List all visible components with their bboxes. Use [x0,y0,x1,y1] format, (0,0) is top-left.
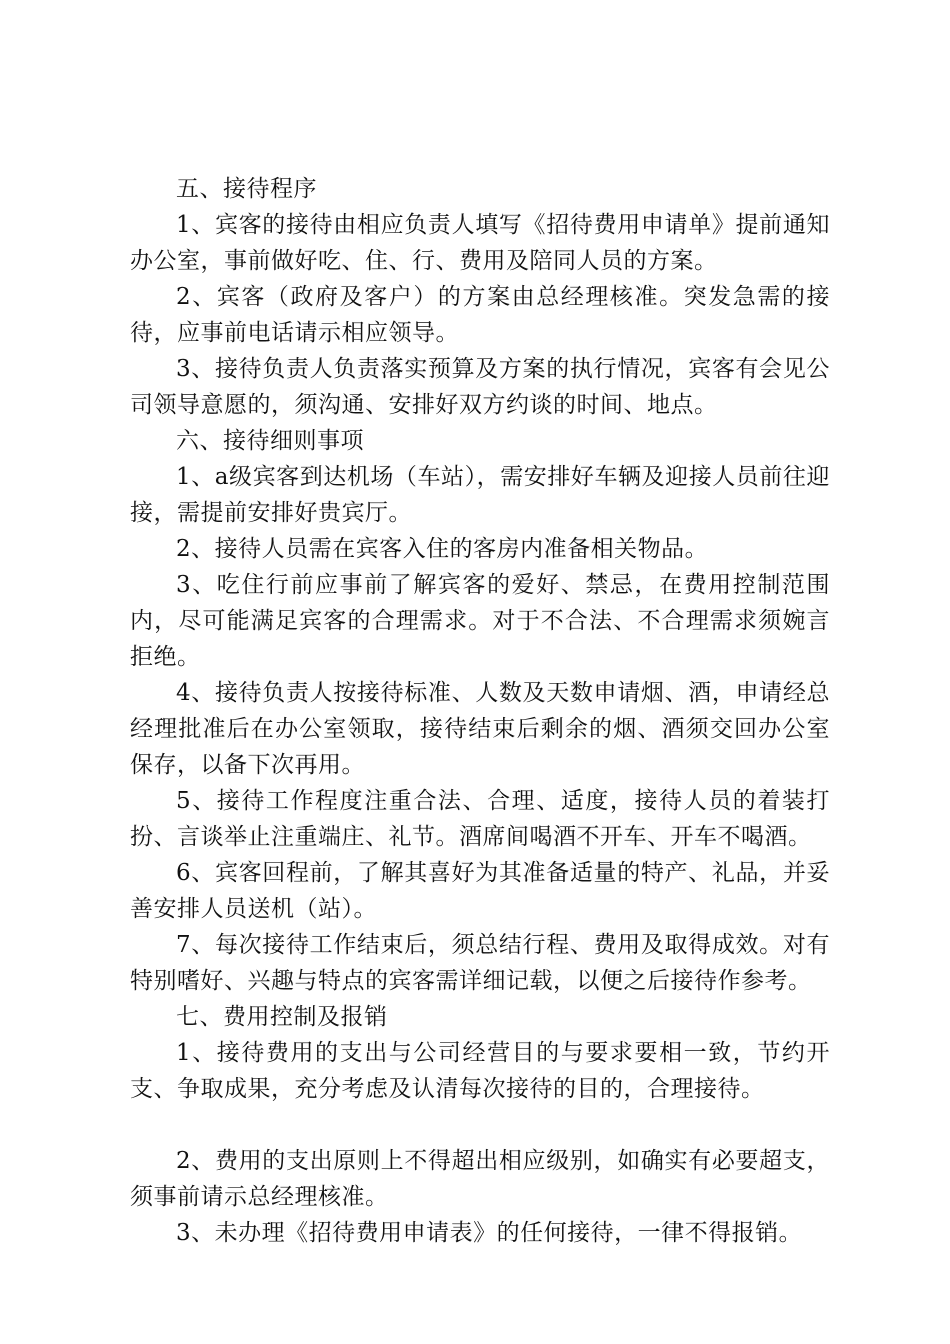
paragraph: 3、吃住行前应事前了解宾客的爱好、禁忌，在费用控制范围内，尽可能满足宾客的合理需求。对于不合法、不合理需求须婉言拒绝。 [130,572,830,670]
paragraph: 1、宾客的接待由相应负责人填写《招待费用申请单》提前通知办公室，事前做好吃、住、行、费用及陪同人员的方案。 [130,212,830,274]
paragraph: 2、宾客（政府及客户）的方案由总经理核准。突发急需的接待，应事前电话请示相应领导。 [130,284,830,346]
paragraph: 3、未办理《招待费用申请表》的任何接待，一律不得报销。 [176,1220,803,1246]
section-heading-expense-control: 七、费用控制及报销 [176,1004,388,1030]
paragraph: 1、a级宾客到达机场（车站），需安排好车辆及迎接人员前往迎接，需提前安排好贵宾厅。 [130,464,830,526]
paragraph: 6、宾客回程前，了解其喜好为其准备适量的特产、礼品，并妥善安排人员送机（站）。 [130,860,830,922]
paragraph: 7、每次接待工作结束后，须总结行程、费用及取得成效。对有特别嗜好、兴趣与特点的宾客需详细记载，以便之后接待作参考。 [130,932,830,994]
document-body [130,171,830,1251]
section-heading-reception-procedure: 五、接待程序 [176,176,317,202]
section-heading-reception-details: 六、接待细则事项 [176,428,364,454]
paragraph: 3、接待负责人负责落实预算及方案的执行情况，宾客有会见公司领导意愿的，须沟通、安排好双方约谈的时间、地点。 [130,356,830,418]
paragraph: 4、接待负责人按接待标准、人数及天数申请烟、酒，申请经总经理批准后在办公室领取，接待结束后剩余的烟、酒须交回办公室保存，以备下次再用。 [130,680,830,778]
paragraph: 1、接待费用的支出与公司经营目的与要求要相一致，节约开支、争取成果，充分考虑及认清每次接待的目的，合理接待。 [130,1040,830,1102]
paragraph: 5、接待工作程度注重合法、合理、适度，接待人员的着装打扮、言谈举止注重端庄、礼节。酒席间喝酒不开车、开车不喝酒。 [130,788,830,850]
paragraph: 2、接待人员需在宾客入住的客房内准备相关物品。 [176,536,709,562]
paragraph: 2、费用的支出原则上不得超出相应级别，如确实有必要超支，须事前请示总经理核准。 [130,1148,830,1210]
